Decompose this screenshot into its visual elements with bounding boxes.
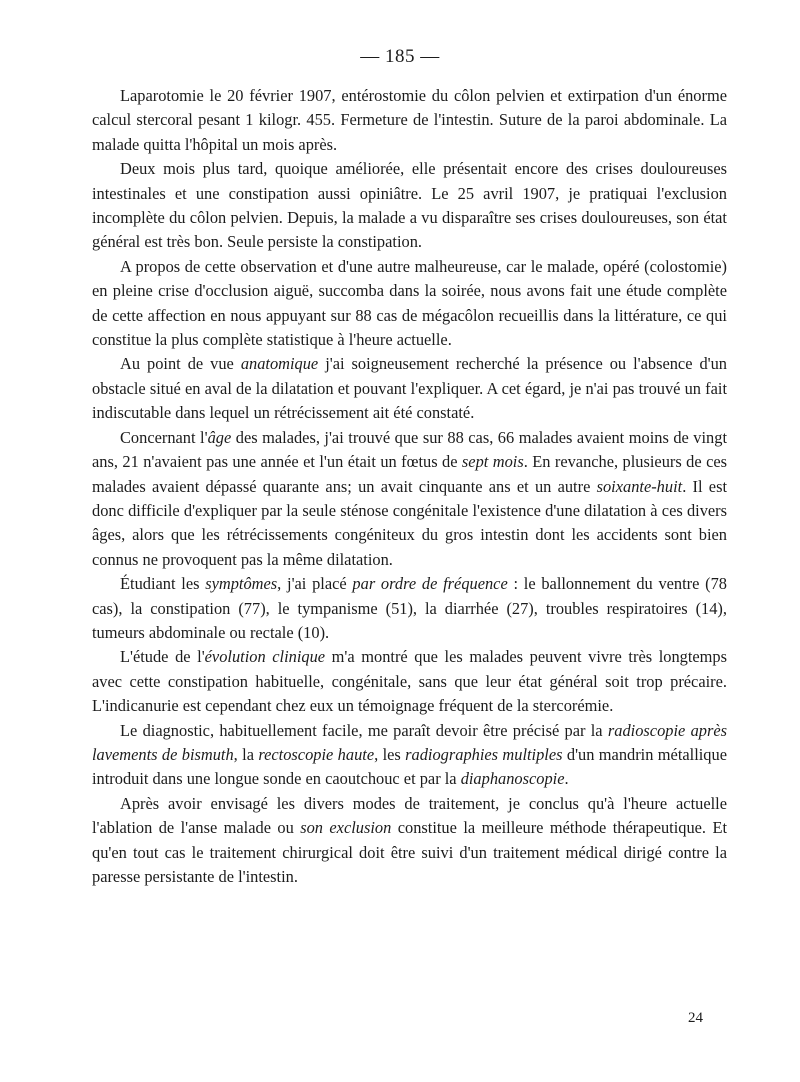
paragraph bbox=[92, 255, 727, 353]
text-run: . bbox=[564, 769, 569, 789]
text-run: , les bbox=[374, 744, 406, 764]
text-run: . En revanche, plusieurs de ces malades avaient dépassé quarante ans; un avait cinquante ans et un autre bbox=[92, 452, 727, 496]
italic-text: diaphanoscopie bbox=[460, 769, 565, 789]
text-run: , la bbox=[233, 744, 259, 764]
text-run: : le ballonnement du ventre (78 cas), la constipation (77), le tympanisme (51), la diarrhée (27), troubles respiratoires (14), tumeurs abdominale ou rectale (10). bbox=[92, 574, 727, 642]
text-run: d'un mandrin métallique introduit dans une longue sonde en caoutchouc et par la bbox=[92, 744, 727, 789]
paragraph bbox=[92, 792, 727, 890]
text-run: , j'ai placé bbox=[277, 574, 353, 594]
paragraph bbox=[92, 426, 727, 572]
italic-text: soixante-huit bbox=[596, 476, 683, 496]
paragraph bbox=[92, 84, 727, 157]
text-run: constitue la meilleure méthode thérapeutique. Et qu'en tout cas le traitement chirurgical doit être suivi d'un traitement médical dirigé contre la paresse persistante de l'intestin. bbox=[92, 818, 728, 886]
paragraph bbox=[92, 645, 727, 718]
text-run: Concernant l' bbox=[120, 427, 208, 447]
italic-text: radioscopie après lavements de bismuth bbox=[92, 720, 728, 764]
signature-number: 24 bbox=[688, 1010, 703, 1026]
text-run: Le diagnostic, habituellement facile, me paraît devoir être précisé par la bbox=[120, 720, 608, 740]
text-run: Laparotomie le 20 février 1907, entérostomie du côlon pelvien et extirpation d'un énorme calcul stercoral pesant 1 kilogr. 455. Fermeture de l'intestin. Suture de la paroi abdominale. La malade quitta l'hôpital un mois après. bbox=[92, 86, 727, 154]
text-run: Étudiant les bbox=[120, 574, 206, 594]
text-run: . Il est donc difficile d'expliquer par la seule sténose congénitale l'existence d'une dilatation à ces divers âges, alors que les rétrécissements congéniteux du gros intestin dont les accidents sont bien connus ne provoquent pas la même dilatation. bbox=[92, 476, 728, 569]
italic-text: rectoscopie haute bbox=[258, 744, 375, 764]
italic-text: symptômes bbox=[205, 574, 278, 594]
text-run: m'a montré que les malades peuvent vivre très longtemps avec cette constipation habituelle, congénitale, sans que leur état général soit trop précaire. L'indicanurie est cependant chez eux un témoignage fréquent de la stercorémie. bbox=[92, 647, 727, 716]
italic-text: par ordre de fréquence bbox=[352, 574, 508, 594]
italic-text: son exclusion bbox=[300, 818, 392, 838]
italic-text: âge bbox=[207, 427, 232, 447]
text-run: des malades, j'ai trouvé que sur 88 cas, 66 malades avaient moins de vingt ans, 21 n'avaient pas une année et l'un était un fœtus de bbox=[92, 427, 728, 472]
page-number-header: — 185 — bbox=[360, 46, 440, 67]
italic-text: évolution clinique bbox=[204, 647, 326, 667]
text-run: Deux mois plus tard, quoique améliorée, elle présentait encore des crises douloureuses intestinales et une constipation aussi opiniâtre. Le 25 avril 1907, je pratiquai l'exclusion incomplète du côlon pelvien. Depuis, la malade a vu disparaître ses crises douloureuses, son état général est très bon. Seule persiste la constipation. bbox=[92, 159, 727, 252]
paragraph bbox=[92, 157, 727, 255]
italic-text: radiographies multiples bbox=[405, 744, 563, 764]
text-run: Au point de vue bbox=[120, 354, 241, 374]
paragraph bbox=[92, 719, 727, 792]
paragraph bbox=[92, 572, 727, 645]
italic-text: sept mois bbox=[461, 452, 524, 472]
text-run: A propos de cette observation et d'une autre malheureuse, car le malade, opéré (colostomie) en pleine crise d'occlusion aiguë, succomba dans la soirée, nous avons fait une étude complète de cette affection en nous appuyant sur 88 cas de mégacôlon recueillis dans la littérature, ce qui constitue la plus complète statistique à l'heure actuelle. bbox=[92, 256, 727, 350]
text-run: j'ai soigneusement recherché la présence ou l'absence d'un obstacle situé en aval de la dilatation et pouvant l'expliquer. A cet égard, je n'ai pas trouvé un fait indiscutable dans lequel un rétrécissement ait été constaté. bbox=[92, 354, 727, 423]
text-run: L'étude de l' bbox=[120, 647, 205, 667]
italic-text: anatomique bbox=[240, 354, 319, 374]
text-run: Après avoir envisagé les divers modes de traitement, je conclus qu'à l'heure actuelle l'ablation de l'anse malade ou bbox=[92, 793, 727, 838]
body-text bbox=[92, 84, 727, 889]
paragraph bbox=[92, 352, 727, 425]
